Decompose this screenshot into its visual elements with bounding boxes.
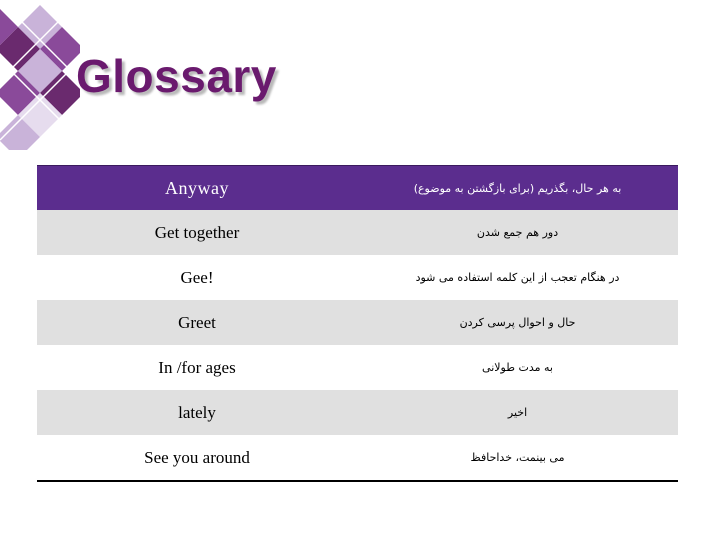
term-cell: In /for ages: [158, 357, 236, 377]
term-cell: lately: [178, 402, 216, 422]
term-cell: Greet: [178, 312, 216, 332]
glossary-table: [37, 165, 678, 482]
definition-cell: دور هم جمع شدن: [476, 226, 559, 239]
table-row: [37, 345, 678, 390]
definition-cell: به مدت طولانی: [482, 361, 553, 374]
table-header-row: [37, 165, 678, 210]
table-row: [37, 390, 678, 435]
term-cell: Get together: [154, 222, 240, 242]
page-title: Glossary: [76, 50, 277, 102]
term-cell: Anyway: [165, 177, 229, 198]
term-cell: See you around: [144, 447, 250, 467]
definition-cell: به هر حال، بگذریم (برای بازگشتن به موضوع): [413, 181, 622, 195]
term-cell: Gee!: [180, 267, 214, 287]
definition-cell: حال و احوال پرسی کردن: [459, 316, 576, 329]
decorative-diamond-pattern: [0, 0, 80, 150]
definition-cell: می بینمت، خداحافظ: [470, 451, 565, 464]
definition-cell: در هنگام تعجب از این کلمه استفاده می شود: [415, 271, 620, 284]
table-row: [37, 255, 678, 300]
definition-cell: اخیر: [507, 406, 528, 419]
table-row: [37, 300, 678, 345]
table-row: [37, 435, 678, 480]
table-row: [37, 210, 678, 255]
